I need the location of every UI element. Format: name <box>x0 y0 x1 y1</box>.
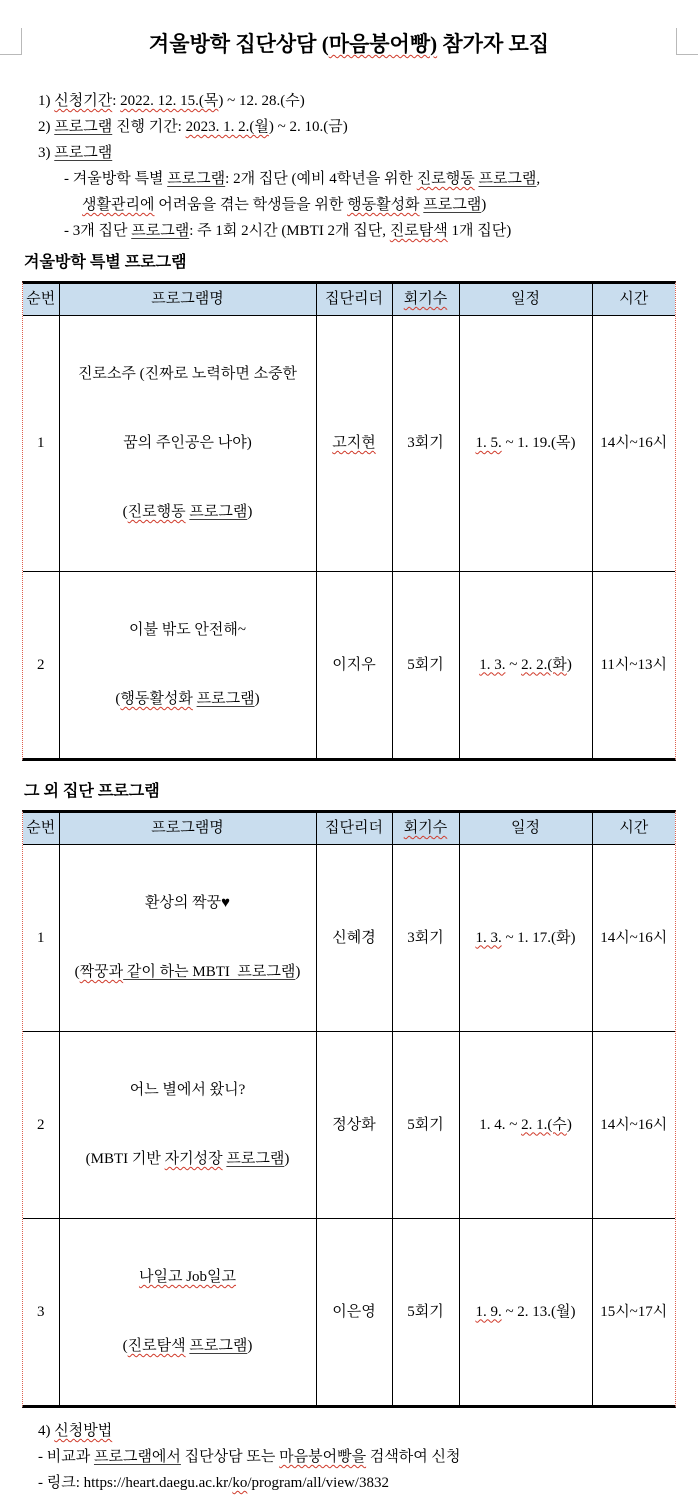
cell-program-name: 어느 별에서 왔니? (MBTI 기반 자기성장 프로그램) <box>59 1032 316 1219</box>
cell-group-leader: 이은영 <box>316 1219 392 1406</box>
section-heading-other-groups: 그 외 집단 프로그램 <box>24 783 160 800</box>
cell-time: 14시~16시 <box>592 1032 675 1219</box>
cell-no: 1 <box>23 845 59 1032</box>
col-header-no: 순번 <box>23 813 59 845</box>
cell-sessions: 5회기 <box>392 572 459 759</box>
cell-group-leader: 이지우 <box>316 572 392 759</box>
document-page <box>0 28 698 1491</box>
cell-schedule: 1. 3. ~ 2. 2.(화) <box>459 572 592 759</box>
special-program-table <box>22 281 676 761</box>
cell-program-name: 나일고 Job일고 (진로탐색 프로그램) <box>59 1219 316 1406</box>
col-header-program-name: 프로그램명 <box>59 813 316 845</box>
cell-program-name: 환상의 짝꿍♥ (짝꿍과 같이 하는 MBTI 프로그램) <box>59 845 316 1032</box>
cell-group-leader: 정상화 <box>316 1032 392 1219</box>
cell-schedule: 1. 5. ~ 1. 19.(목) <box>459 316 592 572</box>
page-corner-mark-right <box>676 28 698 55</box>
cell-no: 2 <box>23 1032 59 1219</box>
cell-sessions: 5회기 <box>392 1219 459 1406</box>
table-header-row <box>23 284 675 316</box>
col-header-schedule: 일정 <box>459 284 592 316</box>
intro-subline-other-groups: - 3개 집단 프로그램: 주 1회 2시간 (MBTI 2개 집단, 진로탐색 1개 집단) <box>64 223 512 239</box>
cell-sessions: 3회기 <box>392 316 459 572</box>
cell-group-leader: 신혜경 <box>316 845 392 1032</box>
cell-sessions: 5회기 <box>392 1032 459 1219</box>
col-header-time: 시간 <box>592 813 675 845</box>
col-header-group-leader: 집단리더 <box>316 284 392 316</box>
table-row <box>23 1032 675 1219</box>
cell-program-name: 이불 밖도 안전해~ (행동활성화 프로그램) <box>59 572 316 759</box>
cell-group-leader: 고지현 <box>316 316 392 572</box>
application-method-section <box>0 1418 698 1496</box>
cell-no: 1 <box>23 316 59 572</box>
table-header-row <box>23 813 675 845</box>
col-header-schedule: 일정 <box>459 813 592 845</box>
application-method-line: - 비교과 프로그램에서 집단상담 또는 마음붕어빵을 검색하여 신청 <box>38 1449 461 1465</box>
col-header-sessions: 회기수 <box>392 284 459 316</box>
cell-no: 3 <box>23 1219 59 1406</box>
table-row <box>23 845 675 1032</box>
other-group-table <box>22 810 676 1408</box>
intro-line-application-period: 1) 신청기간: 2022. 12. 15.(목) ~ 12. 28.(수) <box>38 93 305 109</box>
document-title: 겨울방학 집단상담 (마음붕어빵) 참가자 모집 <box>148 32 550 56</box>
col-header-group-leader: 집단리더 <box>316 813 392 845</box>
cell-schedule: 1. 3. ~ 1. 17.(화) <box>459 845 592 1032</box>
cell-time: 11시~13시 <box>592 572 675 759</box>
col-header-time: 시간 <box>592 284 675 316</box>
cell-schedule: 1. 9. ~ 2. 13.(월) <box>459 1219 592 1406</box>
page-corner-mark-left <box>0 28 22 55</box>
cell-time: 14시~16시 <box>592 316 675 572</box>
link-url-line: - 링크: https://heart.daegu.ac.kr/ko/program/all/view/3832 <box>38 1475 389 1491</box>
table-row <box>23 572 675 759</box>
cell-schedule: 1. 4. ~ 2. 1.(수) <box>459 1032 592 1219</box>
cell-sessions: 3회기 <box>392 845 459 1032</box>
section-heading-special-program: 겨울방학 특별 프로그램 <box>24 254 187 271</box>
intro-subline-special-program-cont: 생활관리에 어려움을 겪는 학생들을 위한 행동활성화 프로그램) <box>82 197 487 213</box>
intro-line-program: 3) 프로그램 <box>38 145 113 161</box>
intro-line-program-period: 2) 프로그램 진행 기간: 2023. 1. 2.(월) ~ 2. 10.(금) <box>38 119 348 135</box>
cell-program-name: 진로소주 (진짜로 노력하면 소중한 꿈의 주인공은 나야) (진로행동 프로그램) <box>59 316 316 572</box>
cell-no: 2 <box>23 572 59 759</box>
cell-time: 15시~17시 <box>592 1219 675 1406</box>
col-header-no: 순번 <box>23 284 59 316</box>
table-row <box>23 1219 675 1406</box>
intro-subline-special-program: - 겨울방학 특별 프로그램: 2개 집단 (예비 4학년을 위한 진로행동 프로그램, <box>64 171 541 187</box>
cell-time: 14시~16시 <box>592 845 675 1032</box>
col-header-program-name: 프로그램명 <box>59 284 316 316</box>
table-row <box>23 316 675 572</box>
col-header-sessions: 회기수 <box>392 813 459 845</box>
application-method-heading: 4) 신청방법 <box>38 1423 113 1439</box>
intro-list <box>0 88 698 244</box>
